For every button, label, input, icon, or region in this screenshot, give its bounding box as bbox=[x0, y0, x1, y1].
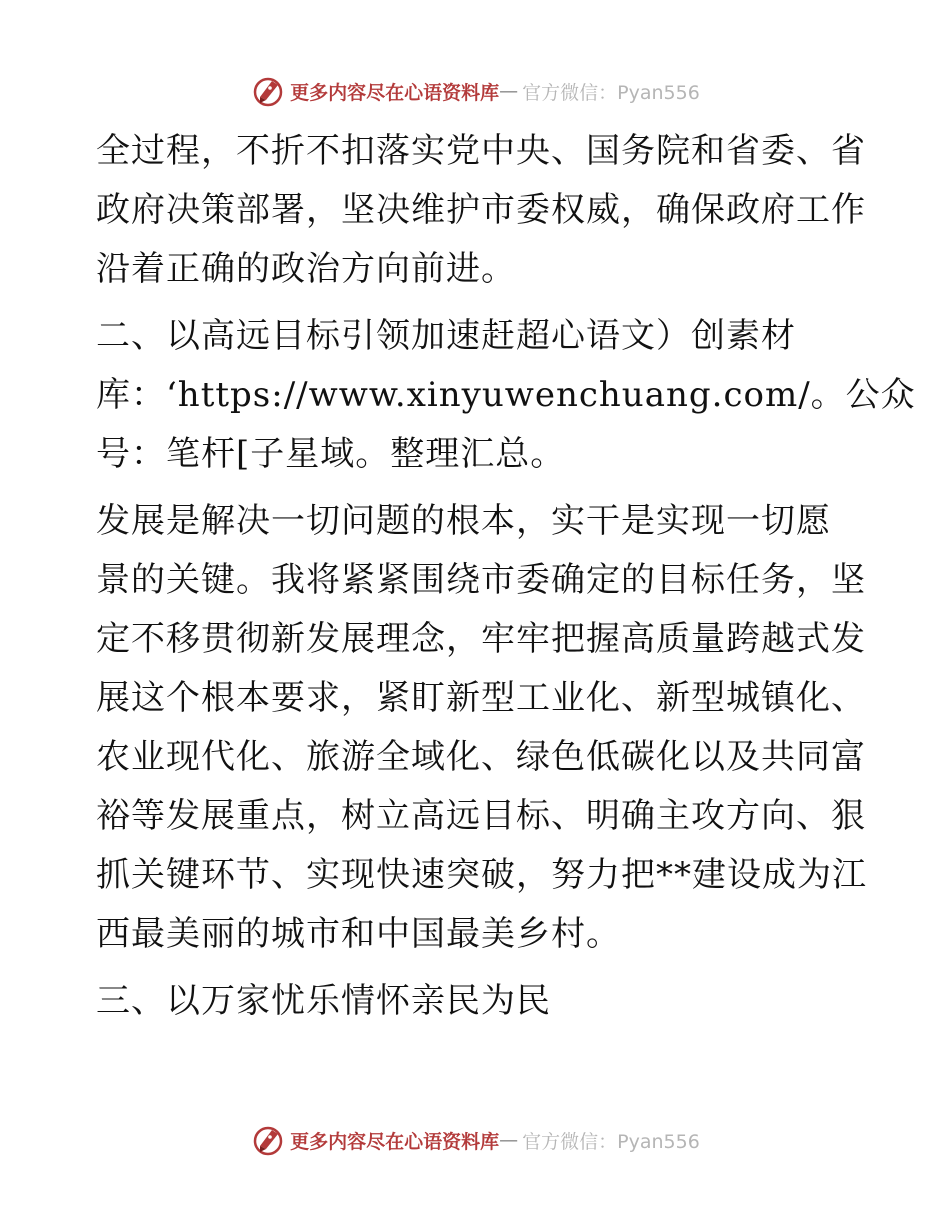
text-line: 展这个根本要求，紧盯新型工业化、新型城镇化、 bbox=[96, 678, 866, 718]
pen-nib-circle-icon bbox=[250, 73, 286, 109]
text-line: 西最美丽的城市和中国最美乡村。 bbox=[96, 914, 621, 954]
banner-dash: — bbox=[499, 80, 519, 102]
text-line: 发展是解决一切问题的根本，实干是实现一切愿 bbox=[96, 501, 831, 541]
document-body bbox=[96, 122, 916, 1031]
paragraph-4 bbox=[96, 972, 856, 1031]
header-banner bbox=[0, 71, 950, 111]
banner-brand-text: 更多内容尽在心语资料库 bbox=[290, 1130, 500, 1153]
banner-wechat-text: 官方微信：Pyan556 bbox=[522, 1130, 700, 1153]
text-line: 景的关键。我将紧紧围绕市委确定的目标任务，坚 bbox=[96, 560, 866, 600]
paragraph-2-heading bbox=[96, 307, 916, 484]
paragraph-3 bbox=[96, 492, 867, 964]
text-line: 全过程，不折不扣落实党中央、国务院和省委、省 bbox=[96, 131, 866, 171]
banner-brand-text: 更多内容尽在心语资料库 bbox=[290, 81, 500, 104]
text-line: 农业现代化、旅游全域化、绿色低碳化以及共同富 bbox=[96, 737, 866, 777]
text-line: 裕等发展重点，树立高远目标、明确主攻方向、狠 bbox=[96, 796, 866, 836]
text-line: 沿着正确的政治方向前进。 bbox=[96, 249, 516, 289]
text-line: 库：‘https://www.xinyuwenchuang.com/。公众 bbox=[96, 375, 916, 415]
section-heading-3: 三、以万家忧乐情怀亲民为民 bbox=[96, 981, 551, 1021]
text-line: 政府决策部署，坚决维护市委权威，确保政府工作 bbox=[96, 190, 866, 230]
banner-dash: — bbox=[499, 1129, 519, 1151]
section-heading-2: 二、以高远目标引领加速赶超心语文）创素材 bbox=[96, 316, 796, 356]
text-line: 定不移贯彻新发展理念，牢牢把握高质量跨越式发 bbox=[96, 619, 866, 659]
paragraph-1 bbox=[96, 122, 866, 299]
footer-banner bbox=[0, 1120, 950, 1160]
pen-nib-circle-icon bbox=[250, 1122, 286, 1158]
banner-wechat-text: 官方微信：Pyan556 bbox=[522, 81, 700, 104]
text-line: 抓关键环节、实现快速突破，努力把**建设成为江 bbox=[96, 855, 867, 895]
text-line: 号：笔杆[子星域。整理汇总。 bbox=[96, 434, 566, 474]
